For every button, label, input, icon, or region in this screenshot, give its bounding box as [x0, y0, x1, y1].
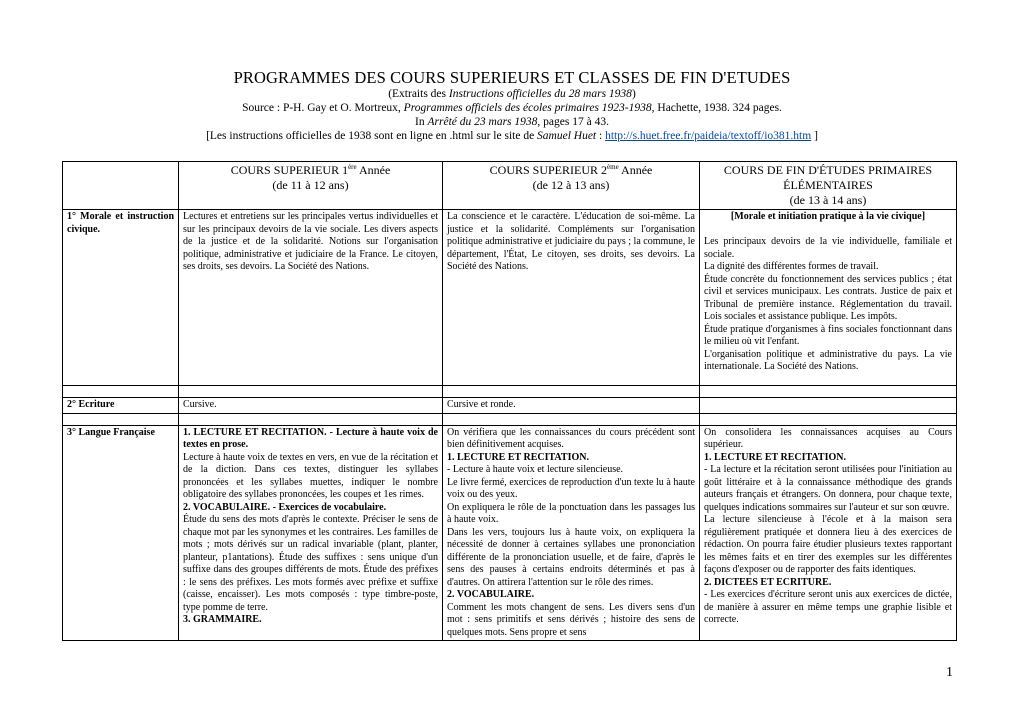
cs1-ages: (de 11 à 12 ans): [272, 178, 349, 192]
spacer-cell: [179, 413, 443, 425]
online-mid: :: [596, 130, 606, 142]
langue-cs2-h2: 2. VOCABULAIRE.: [447, 589, 535, 600]
langue-cs2-p4: Dans les vers, toujours lus à haute voix, on expliquera la nécessité de donner à certaines syllabes une prononciation différente de la prononciation usuelle, et de faire, d'après le sens des pauses à certains endroits déterminés et pas à d'autres. On attirera l'attention sur le rôle des rimes.: [447, 526, 695, 588]
source-italic: Programmes officiels des écoles primaires 1923-1938: [403, 102, 652, 114]
langue-cs2-cell: [443, 425, 700, 641]
spacer-cell: [443, 413, 700, 425]
langue-cs1-h3: 3. GRAMMAIRE.: [183, 614, 262, 625]
cs1-title-text: COURS SUPERIEUR 1: [230, 163, 349, 177]
online-prefix: [Les instructions officielles de 1938 sont en ligne en .html sur le site de: [206, 130, 538, 142]
cs2-sup: ème: [607, 163, 619, 171]
morale-fin-heading: [Morale et initiation pratique à la vie civique]: [730, 211, 926, 222]
spacer-row: [63, 386, 957, 398]
morale-fin-cell: [700, 210, 957, 386]
ecriture-cs2-cell: Cursive et ronde.: [443, 398, 700, 414]
cs1-title: [183, 163, 438, 178]
langue-fin-p3: - Les exercices d'écriture seront unis aux exercices de dictée, de manière à assurer en même temps une graphie lisible et correcte.: [704, 589, 952, 625]
cs1-sup: ère: [348, 163, 357, 171]
langue-cs2-p0: On vérifiera que les connaissances du cours précédent sont bien définitivement acquises.: [447, 426, 695, 450]
spacer-cell: [63, 386, 179, 398]
extract-prefix: (Extraits des: [388, 88, 449, 100]
fin-etudes-subtitle: ÉLÉMENTAIRES: [783, 178, 873, 192]
morale-fin-p4: Étude pratique d'organismes à fins sociales fonctionnant dans le milieu où vit l'enfant.: [704, 323, 952, 347]
cs2-ages: (de 12 à 13 ans): [532, 178, 610, 192]
document-header: [0, 68, 1024, 143]
spacer-cell: [63, 413, 179, 425]
langue-cs1-h2: 2. VOCABULAIRE. - Exercices de vocabulaire.: [183, 501, 387, 513]
online-italic: Samuel Huet: [537, 130, 597, 142]
table-header-row: [63, 162, 957, 210]
source-prefix: Source : P-H. Gay et O. Mortreux,: [242, 102, 404, 114]
source-line: [0, 101, 1024, 115]
subject-header-cell: [63, 162, 179, 210]
morale-fin-p3: Étude concrète du fonctionnement des services publics ; état civil et services municipaux. Les contrats. Justice de paix et Tribunal de première instance. Réglementation du travail. Lois sociales et assistance publique. Les impôts.: [704, 273, 952, 322]
page-number: 1: [946, 665, 953, 680]
morale-fin-spacer: [704, 224, 952, 237]
in-line: [0, 115, 1024, 129]
langue-cs2-p1: - Lecture à haute voix et lecture silencieuse.: [447, 464, 624, 475]
table-row: [63, 425, 957, 641]
source-link[interactable]: http://s.huet.free.fr/paideia/textoff/io381.htm: [605, 130, 812, 142]
langue-fin-cell: [700, 425, 957, 641]
spacer-cell: [700, 413, 957, 425]
langue-cs1-p2: Étude du sens des mots d'après le contexte. Préciser le sens de chaque mot par les synonymes et les contraires. Les familles de mots ; mots dérivés sur un radical invariable (plant, planter, planteur, p1antations). Étude des suffixes : sens unique d'un suffixe dans des groupes différents de mots. Étude des préfixes : le sens des préfixes. Les mots formés avec préfixe et suffixe (caisse, encaisser). Les mots composés : type timbre-poste, type pomme de terre.: [183, 514, 438, 613]
morale-cs2-cell: La conscience et le caractère. L'éducation de soi-même. La justice et la solidarité. Compléments sur l'organisation politique administrative et judiciaire du pays ; la commune, le département, l'État, Le citoyen, ses droits, ses devoirs. La Société des Nations.: [443, 210, 700, 386]
online-line: [0, 129, 1024, 143]
morale-fin-p2: La dignité des différentes formes de travail.: [704, 261, 879, 272]
cs2-title-text: COURS SUPERIEUR 2: [489, 163, 608, 177]
spacer-row: [63, 413, 957, 425]
langue-cs2-p5: Comment les mots changent de sens. Les divers sens d'un mot : sens primitifs et sens dérivés ; histoire des sens de quelques mots. Sens propre et sens: [447, 601, 695, 638]
langue-fin-p1: - La lecture et la récitation seront utilisées pour l'initiation au goût littéraire et à la connaissance méthodique des grands auteurs français et étrangers. On donnera, pour chaque texte, quelques indications sommaires sur l'auteur et sur son œuvre.: [704, 464, 952, 513]
subject-morale: 1° Morale et instruction civique.: [63, 210, 179, 386]
cs2-title: [447, 163, 695, 178]
langue-cs1-p1: Lecture à haute voix de textes en vers, en vue de la récitation et de la diction. Dans ces textes, distinguer les syllabes prononcées et les syllabes muettes, indiquer le nombre obligatoire des syllabes prononcées, les coupes et 1es rimes.: [183, 451, 438, 500]
in-prefix: In: [415, 116, 428, 128]
morale-fin-p1: Les principaux devoirs de la vie individuelle, familiale et sociale.: [704, 236, 952, 260]
column-header-fin-etudes: [700, 162, 957, 210]
langue-fin-p0: On consolidera les connaissances acquises au Cours supérieur.: [704, 426, 952, 450]
langue-cs2-p2: Le livre fermé, exercices de reproduction d'un texte lu à haute voix ou des yeux.: [447, 476, 695, 500]
source-suffix: , Hachette, 1938. 324 pages.: [651, 102, 782, 114]
subject-ecriture: 2° Ecriture: [63, 398, 179, 414]
table-row: [63, 398, 957, 414]
in-suffix: , pages 17 à 43.: [537, 116, 609, 128]
langue-fin-h1: 1. LECTURE ET RECITATION.: [704, 451, 846, 463]
spacer-cell: [443, 386, 700, 398]
fin-etudes-ages: (de 13 à 14 ans): [789, 193, 867, 207]
langue-cs1-h1: 1. LECTURE ET RECITATION. - Lecture à haute voix de textes en prose.: [183, 426, 438, 450]
morale-fin-p5: L'organisation politique et administrative du pays. La vie internationale. La Société des Nations.: [704, 348, 952, 372]
cs1-year: Année: [356, 163, 391, 177]
online-suffix: ]: [811, 130, 818, 142]
column-header-cs1: [179, 162, 443, 210]
program-table: [62, 161, 957, 641]
morale-cs1-cell: Lectures et entretiens sur les principales vertus individuelles et sur les principaux devoirs de la vie sociale. Les divers aspects de la justice et de la solidarité. Notions sur l'organisation politique, administrative et judiciaire de la France. Le citoyen, ses droits, ses devoirs. La Société des Nations.: [179, 210, 443, 386]
extract-suffix: ): [631, 88, 636, 100]
column-header-cs2: [443, 162, 700, 210]
page-title: PROGRAMMES DES COURS SUPERIEURS ET CLASSES DE FIN D'ETUDES: [233, 68, 791, 87]
extract-italic: Instructions officielles du 28 mars 1938: [448, 88, 632, 100]
langue-cs1-cell: [179, 425, 443, 641]
in-italic: Arrêté du 23 mars 1938: [427, 116, 538, 128]
extract-line: [0, 87, 1024, 101]
cs2-year: Année: [618, 163, 653, 177]
spacer-cell: [179, 386, 443, 398]
ecriture-fin-cell: [700, 398, 957, 414]
spacer-cell: [700, 386, 957, 398]
langue-cs2-h1: 1. LECTURE ET RECITATION.: [447, 451, 589, 463]
table-row: [63, 210, 957, 386]
langue-fin-h2: 2. DICTEES ET ECRITURE.: [704, 576, 832, 588]
langue-fin-p2: La lecture silencieuse à l'école et à la maison sera régulièrement pratiquée et donnera lieu à des exercices de rédaction. On pourra faire étudier plusieurs textes rapportant les mêmes faits et en tirer des exemples sur les différentes façons d'exposer ou de rapporter des faits identiques.: [704, 514, 952, 575]
fin-etudes-title: COURS DE FIN D'ÉTUDES PRIMAIRES: [723, 163, 933, 177]
langue-cs2-p3: On expliquera le rôle de la ponctuation dans les passages lus à haute voix.: [447, 501, 695, 525]
subject-langue: 3° Langue Française: [63, 425, 179, 641]
ecriture-cs1-cell: Cursive.: [179, 398, 443, 414]
